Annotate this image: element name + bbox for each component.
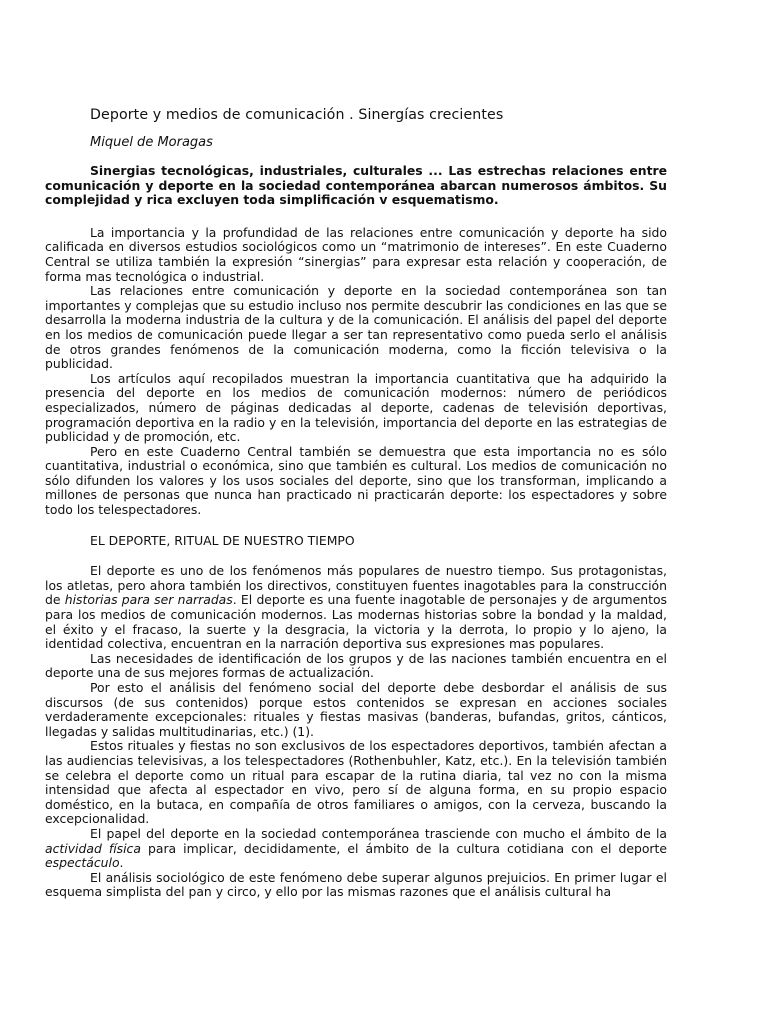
paragraph: Estos rituales y fiestas no son exclusivos de los espectadores deportivos, también afectan a las audiencias televisivas, a los telespectadores (Rothenbuhler, Katz, etc.). En la televisión también se celebra el deporte como un ritual para escapar de la rutina diaria, tal vez no con la misma intensidad que afecta al espectador en vivo, pero sí de alguna forma, en su propio espacio doméstico, en la butaca, en compañía de otros familiares o amigos, con la cerveza, buscando la excepcionalidad. [45,738,667,827]
paragraph: La importancia y la profundidad de las relaciones entre comunicación y deporte ha sido calificada en diversos estudios sociológicos como un “matrimonio de intereses”. En este Cuaderno Central se utiliza también la expresión “sinergias” para expresar esta relación y cooperación, de forma mas tecnológica o industrial. [45,224,667,284]
section-heading: EL DEPORTE, RITUAL DE NUESTRO TIEMPO [90,532,355,548]
paragraph-text: . [119,855,124,871]
paragraph-text: para implicar, decididamente, el ámbito de la cultura cotidiana con el deporte [140,840,668,856]
paragraph-text: El deporte es uno de los fenómenos más populares de nuestro tiempo. Sus protagonistas, los atletas, pero ahora también los directivos, constituyen fuentes inagotables para la construcción de [45,563,667,608]
paragraph [45,827,667,871]
paragraph-text: . El deporte es una fuente inagotable de personajes y de argumentos para los medios de comunicación modernos. Las modernas historias sobre la bondad y la maldad, el éxito y el fracaso, la suerte y la desgracia, la victoria y la derrota, lo propio y lo ajeno, la identidad colectiva, encuentran en la narración deportiva sus expresiones mas populares. [45,592,667,652]
emphasis-text: espectáculo [45,855,120,871]
emphasis-text: historias para ser narradas [64,592,233,608]
emphasis-text: actividad física [45,840,141,856]
paragraph-text: El papel del deporte en la sociedad contemporánea trasciende con mucho el ámbito de la [90,825,667,841]
intro-section [45,226,667,518]
document-title: Deporte y medios de comunicación . Sinergías crecientes [90,107,504,123]
paragraph: Por esto el análisis del fenómeno social del deporte debe desbordar el análisis de sus discursos (de sus contenidos) porque estos contenidos se expresan en acciones sociales verdaderamente excepcionales: rituales y fiestas masivas (banderas, bufandas, gritos, cánticos, llegadas y salidas multitudinarias, etc.) (1). [45,680,667,739]
paragraph [45,564,667,652]
paragraph: Las relaciones entre comunicación y deporte en la sociedad contemporánea son tan importantes y complejas que su estudio incluso nos permite descubrir las condiciones en las que se desarrolla la moderna industria de la cultura y de la comunicación. El análisis del papel del deporte en los medios de comunicación puede llegar a ser tan representativo como pueda serlo el análisis de otros grandes fenómenos de la comunicación moderna, como la ficción televisiva o la publicidad. [45,283,667,372]
paragraph: Pero en este Cuaderno Central también se demuestra que esta importancia no es sólo cuantitativa, industrial o económica, sino que también es cultural. Los medios de comunicación no sólo difunden los valores y los usos sociales del deporte, sino que los transforman, implicando a millones de personas que nunca han practicado ni practicarán deporte: los espectadores y sobre todo los telespectadores. [45,443,667,518]
document-page [45,105,667,900]
paragraph: El análisis sociológico de este fenómeno debe superar algunos prejuicios. En primer lugar el esquema simplista del pan y circo, y ello por las mismas razones que el análisis cultural ha [45,869,667,900]
ritual-section [45,564,667,900]
document-abstract: Sinergias tecnológicas, industriales, culturales ... Las estrechas relaciones entre comunicación y deporte en la sociedad contemporánea abarcan numerosos ámbitos. Su complejidad y rica excluyen toda simplificación v esquematismo. [45,163,667,208]
paragraph: Los artículos aquí recopilados muestran la importancia cuantitativa que ha adquirido la presencia del deporte en los medios de comunicación modernos: número de periódicos especializados, número de páginas dedicadas al deporte, cadenas de televisión deportivas, programación deportiva en la radio y en la televisión, importancia del deporte en las estrategias de publicidad y de promoción, etc. [45,370,667,445]
document-author: Miquel de Moragas [90,135,213,150]
paragraph: Las necesidades de identificación de los grupos y de las naciones también encuentra en el deporte una de sus mejores formas de actualización. [45,650,667,681]
